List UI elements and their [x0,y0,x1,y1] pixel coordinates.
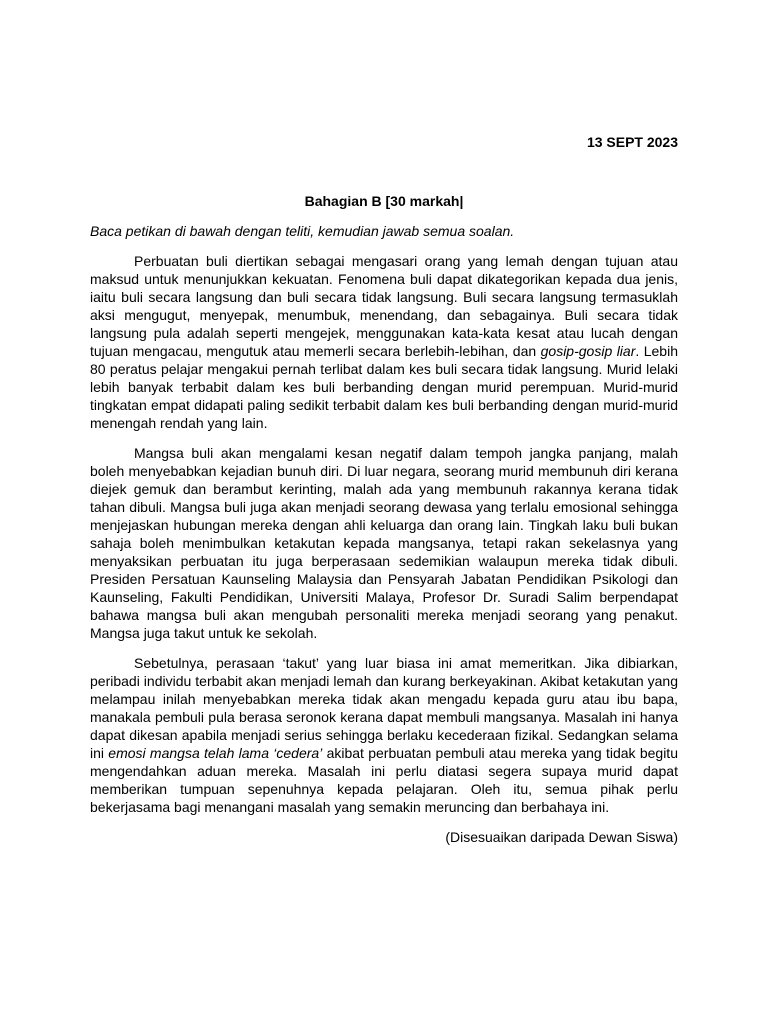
passage [90,252,678,846]
paragraph-3-text-a: Sebetulnya, perasaan ‘takut’ yang luar biasa ini amat memeritkan. Jika dibiarkan, peribadi individu terbabit akan menjadi lemah dan kurang berkeyakinan. Akibat ketakutan yang melampau inilah menyebabkan mereka tidak akan mengadu kepada guru atau ibu bapa, manakala pembuli pula berasa seronok kerana dapat membuli mangsanya. Masalah ini hanya dapat dikesan apabila menjadi serius sehingga berlaku kecederaan fizikal. Sedangkan selama ini [90,655,678,761]
paragraph-3-text-b: akibat perbuatan pembuli atau mereka yang tidak begitu mengendahkan aduan mereka. Masalah ini perlu diatasi segera supaya murid dapat memberikan tumpuan sepenuhnya kepada pelajaran. Oleh itu, semua pihak perlu bekerjasama bagi menangani masalah yang semakin meruncing dan berbahaya ini. [90,745,678,815]
paragraph-1-italic: gosip-gosip liar [540,343,636,359]
document-date: 13 SEPT 2023 [586,134,678,150]
paragraph-3-italic: emosi mangsa telah lama ‘cedera’ [108,745,323,761]
instruction-text: Baca petikan di bawah dengan teliti, kemudian jawab semua soalan. [90,223,515,239]
section-title: Bahagian B [30 markah| [304,193,464,209]
source-citation: (Disesuaikan daripada Dewan Siswa) [445,829,678,845]
paragraph-3 [90,654,678,816]
paragraph-2: Mangsa buli akan mengalami kesan negatif dalam tempoh jangka panjang, malah boleh menyebabkan kejadian bunuh diri. Di luar negara, seorang murid membunuh diri kerana diejek gemuk dan berambut kerinting, malah ada yang membunuh rakannya kerana tidak tahan dibuli. Mangsa buli juga akan menjadi seorang dewasa yang terlalu emosional sehingga menjejaskan hubungan mereka dengan ahli keluarga dan orang lain. Tingkah laku buli bukan sahaja boleh menimbulkan ketakutan kepada mangsanya, tetapi rakan sekelasnya yang menyaksikan perbuatan itu juga berperasaan sedemikian walaupun mereka tidak dibuli. Presiden Persatuan Kaunseling Malaysia dan Pensyarah Jabatan Pendidikan Psikologi dan Kaunseling, Fakulti Pendidikan, Universiti Malaya, Profesor Dr. Suradi Salim berpendapat bahawa mangsa buli akan mengubah personaliti mereka menjadi seorang yang penakut. Mangsa juga takut untuk ke sekolah. [90,445,678,641]
paragraph-1-text-a: Perbuatan buli diertikan sebagai mengasari orang yang lemah dengan tujuan atau maksud untuk menunjukkan kekuatan. Fenomena buli dapat dikategorikan kepada dua jenis, iaitu buli secara langsung dan buli secara tidak langsung. Buli secara langsung termasuklah aksi mengugut, menyepak, menumbuk, menendang, dan sebagainya. Buli secara tidak langsung pula adalah seperti mengejek, menggunakan kata-kata kesat atau lucah dengan tujuan mengacau, mengutuk atau memerli secara berlebih-lebihan, dan [90,253,678,359]
document-page [90,0,678,1024]
paragraph-1 [90,252,678,432]
paragraph-1-text-b: . Lebih 80 peratus pelajar mengakui pernah terlibat dalam kes buli secara tidak langsung. Murid lelaki lebih banyak terbabit dalam kes buli berbanding dengan murid perempuan. Murid-murid tingkatan empat didapati paling sedikit terbabit dalam kes buli berbanding dengan murid-murid menengah rendah yang lain. [90,343,678,431]
